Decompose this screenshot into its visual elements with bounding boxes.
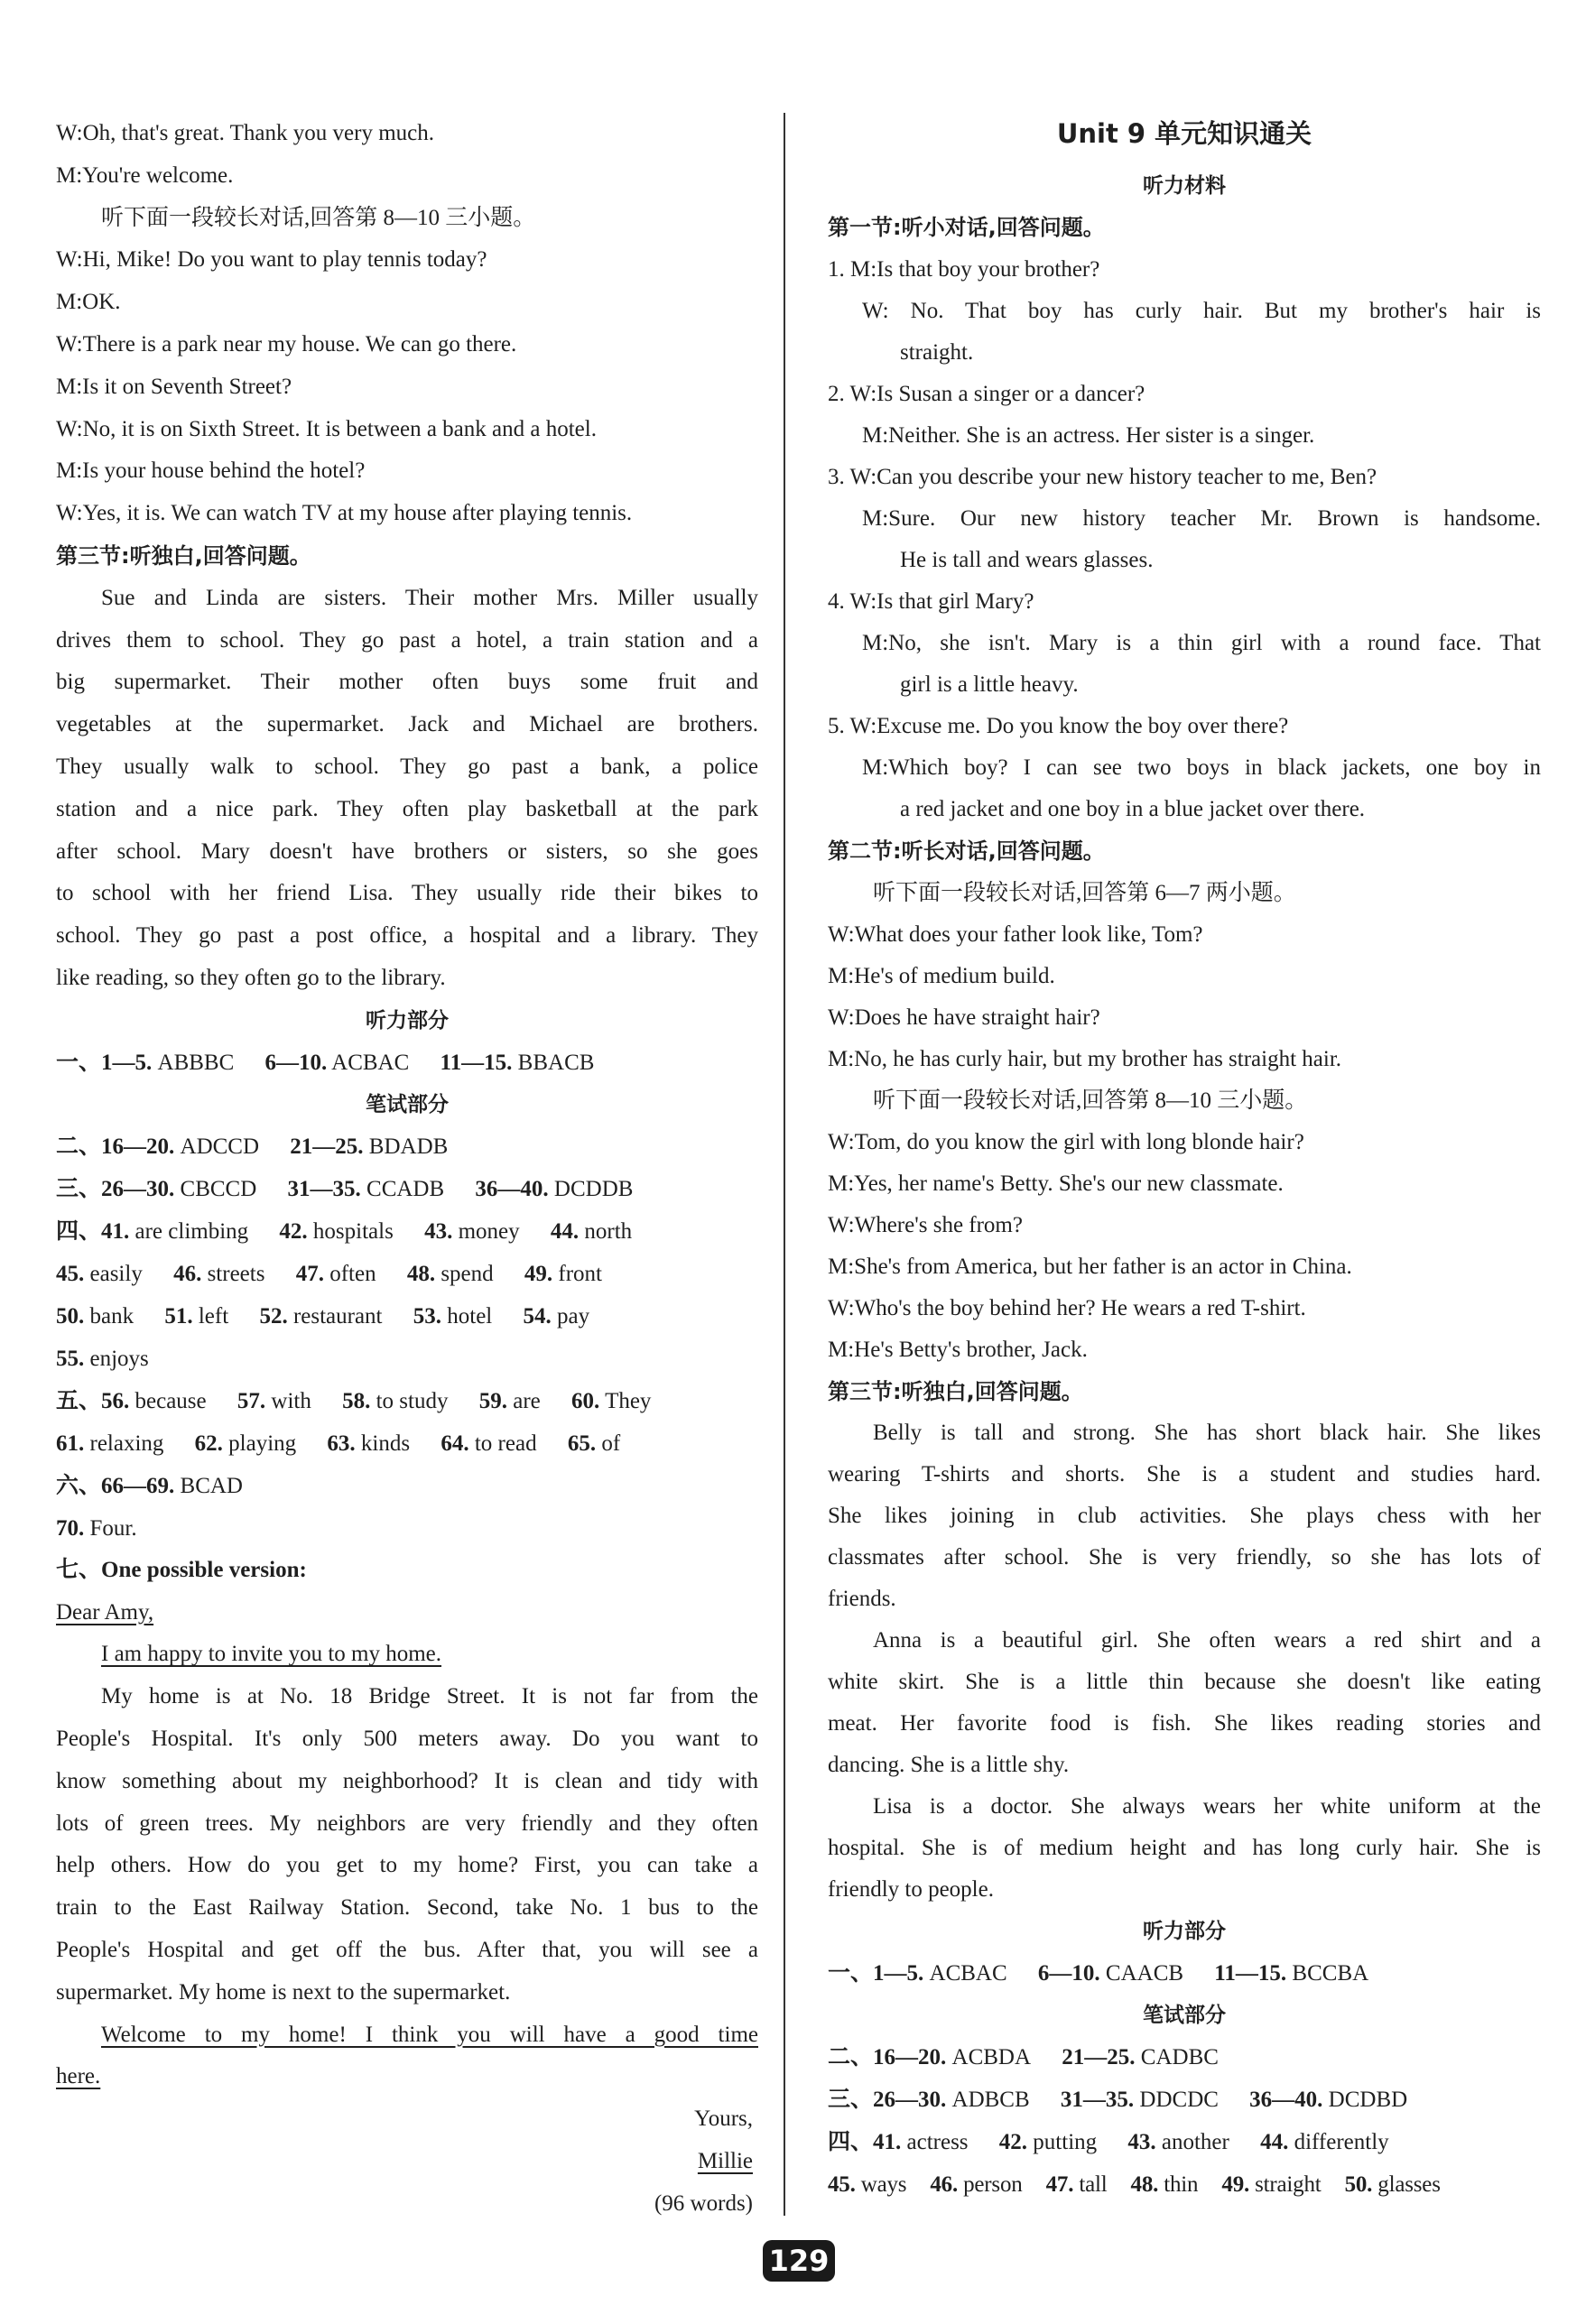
answer-label: 44. <box>550 1218 580 1244</box>
answer-row <box>828 2036 1541 2079</box>
answer-label: 44. <box>1260 2130 1289 2155</box>
dialog-6-7 <box>828 914 1541 1080</box>
answer-value: BCCBA <box>1292 1961 1369 1986</box>
answer-label: 45. <box>56 1261 85 1286</box>
dialog-line: 5. W:Excuse me. Do you know the boy over there? <box>828 713 1289 738</box>
answer-row <box>828 2163 1541 2206</box>
passage-line: Lisa is a doctor. She always wears her white uniform at the <box>873 1794 1541 1819</box>
dialog-line: M:He's of medium build. <box>828 963 1055 988</box>
answer-label: 51. <box>164 1303 193 1329</box>
answer-value: differently <box>1294 2130 1389 2155</box>
answer-label: 6—10. <box>264 1050 328 1075</box>
answer-value: CAACB <box>1105 1961 1184 1986</box>
passage-line: to school with her friend Lisa. They usually ride their bikes to <box>56 881 758 906</box>
dialog-line: M:She's from America, but her father is an actor in China. <box>828 1254 1352 1279</box>
passage-line: station and a nice park. They often play basketball at the park <box>56 796 758 821</box>
listening-header: 听力部分 <box>1143 1920 1226 1944</box>
answer-value: relaxing <box>89 1431 164 1456</box>
answer-row <box>56 1168 758 1210</box>
passage-line: after school. Mary doesn't have brothers or sisters, so she goes <box>56 838 758 864</box>
passage-line: Belly is tall and strong. She has short black hair. She likes <box>873 1421 1541 1446</box>
answer-value: hotel <box>447 1303 493 1329</box>
letter-last-line <box>56 2014 758 2057</box>
answer-label: 46. <box>930 2172 959 2198</box>
dialog-line: He is tall and wears glasses. <box>900 547 1154 572</box>
version-heading: 七、One possible version: <box>56 1557 307 1582</box>
dialog-line: 1. M:Is that boy your brother? <box>828 256 1100 282</box>
answer-value: DCDDB <box>553 1176 634 1201</box>
answer-label: 59. <box>478 1388 507 1413</box>
passage-line: like reading, so they often go to the library. <box>56 965 446 990</box>
answer-row <box>828 2121 1541 2163</box>
answer-label: 58. <box>342 1388 371 1413</box>
answer-label: 48. <box>406 1261 436 1286</box>
passage-line: She likes joining in club activities. She plays chess with her <box>828 1504 1541 1529</box>
dialog-line: M:Sure. Our new history teacher Mr. Brown is handsome. <box>862 505 1541 531</box>
written-header: 笔试部分 <box>1143 2004 1226 2028</box>
answer-value: to read <box>474 1431 537 1456</box>
word-count: (96 words) <box>654 2190 753 2216</box>
monologue-paragraph-2 <box>828 1620 1541 1786</box>
answer-value: left <box>198 1303 229 1329</box>
passage-line: white skirt. She is a little thin because she doesn't like eating <box>828 1670 1541 1695</box>
dialog-line: a red jacket and one boy in a blue jacket over there. <box>900 796 1366 821</box>
answer-value: pay <box>557 1303 590 1329</box>
passage-line: big supermarket. Their mother often buys some fruit and <box>56 670 758 695</box>
answer-value: often <box>329 1261 376 1286</box>
answer-row <box>56 1422 758 1465</box>
dialog-line: W:What does your father look like, Tom? <box>828 921 1203 947</box>
dialog-line: 4. W:Is that girl Mary? <box>828 588 1034 614</box>
answer-label: 二、16—20. <box>828 2045 947 2070</box>
answer-value: Four. <box>89 1515 137 1541</box>
answer-label: 49. <box>524 1261 553 1286</box>
dialog-line: M:He's Betty's brother, Jack. <box>828 1337 1088 1362</box>
dialog-line: straight. <box>900 339 974 365</box>
answer-label: 31—35. <box>1060 2088 1135 2113</box>
letter-line: People's Hospital. It's only 500 meters away. Do you want to <box>56 1726 758 1751</box>
answer-value: thin <box>1164 2172 1199 2198</box>
answer-value: ABBBC <box>157 1050 235 1075</box>
section-3-heading: 第三节:听独白,回答问题。 <box>828 1378 1083 1404</box>
letter-signature <box>56 2141 758 2183</box>
passage-line: school. They go past a post office, a hospital and a library. They <box>56 923 758 949</box>
answer-label: 50. <box>56 1303 85 1329</box>
answer-label: 64. <box>441 1431 469 1456</box>
answer-value: CCADB <box>366 1176 445 1201</box>
answer-label: 52. <box>259 1303 288 1329</box>
dialog-heading-6-7: 听下面一段较长对话,回答第 6—7 两小题。 <box>873 880 1296 905</box>
answer-row <box>828 2079 1541 2121</box>
passage-line: dancing. She is a little shy. <box>828 1753 1070 1778</box>
page-number: 129 <box>763 2240 835 2282</box>
answer-value: putting <box>1033 2130 1098 2155</box>
passage-line: wearing T-shirts and shorts. She is a student and studies hard. <box>828 1462 1541 1487</box>
answer-value: ACBAC <box>331 1050 410 1075</box>
answer-label: 45. <box>828 2172 856 2198</box>
answer-row <box>56 1380 758 1422</box>
answer-label: 43. <box>424 1218 453 1244</box>
answer-label: 47. <box>295 1261 324 1286</box>
section-2-heading: 第二节:听长对话,回答问题。 <box>828 838 1105 864</box>
answer-value: BCAD <box>180 1473 243 1498</box>
answer-label: 21—25. <box>1062 2045 1136 2070</box>
answer-label: 21—25. <box>290 1134 364 1159</box>
answer-label: 6—10. <box>1037 1961 1100 1986</box>
answer-value: streets <box>207 1261 265 1286</box>
answer-label: 50. <box>1344 2172 1373 2198</box>
answer-row <box>56 1338 758 1380</box>
left-column <box>56 113 758 2225</box>
question-3 <box>828 457 1541 581</box>
passage-line: Sue and Linda are sisters. Their mother Mrs. Miller usually <box>101 585 758 610</box>
answer-label: 47. <box>1045 2172 1074 2198</box>
answer-label: 49. <box>1221 2172 1250 2198</box>
answer-label: 31—35. <box>287 1176 361 1201</box>
answer-label: 四、41. <box>828 2130 902 2155</box>
answer-label: 70. <box>56 1515 85 1541</box>
answer-value: ACBDA <box>951 2045 1032 2070</box>
last-sentence-end: here. <box>56 2064 101 2089</box>
right-column <box>828 113 1541 2206</box>
dialog-line: W:Who's the boy behind her? He wears a red T-shirt. <box>828 1295 1306 1320</box>
answer-value: front <box>558 1261 603 1286</box>
letter-line: lots of green trees. My neighbors are very friendly and they often <box>56 1810 758 1836</box>
dialog-line: W:Tom, do you know the girl with long blonde hair? <box>828 1129 1304 1154</box>
answer-value: to study <box>376 1388 449 1413</box>
dialog-line: W:Does he have straight hair? <box>828 1005 1100 1030</box>
dialog-end-lines <box>56 113 758 198</box>
question-4 <box>828 581 1541 706</box>
salutation-text: Dear Amy, <box>56 1599 154 1625</box>
dialog-line: M:No, he has curly hair, but my brother has straight hair. <box>828 1046 1342 1071</box>
answer-row <box>56 1210 758 1253</box>
answer-label: 一、1—5. <box>828 1961 924 1986</box>
answer-value: because <box>134 1388 207 1413</box>
letter-line: supermarket. My home is next to the supermarket. <box>56 1979 511 2005</box>
answer-label: 54. <box>523 1303 552 1329</box>
dialog-line: M:Yes, her name's Betty. She's our new classmate. <box>828 1171 1284 1196</box>
answer-value: another <box>1161 2130 1229 2155</box>
answer-label: 62. <box>194 1431 223 1456</box>
last-sentence: Welcome to my home! I think you will have a good time <box>101 2022 758 2047</box>
dialog-line: M:No, she isn't. Mary is a thin girl with a round face. That <box>862 630 1541 655</box>
passage-line: friends. <box>828 1587 896 1612</box>
answer-row <box>56 1295 758 1338</box>
letter-line: People's Hospital and get off the bus. After that, you will see a <box>56 1937 758 1962</box>
dialog-line: W:Yes, it is. We can watch TV at my house after playing tennis. <box>56 501 633 526</box>
unit-title: Unit 9 单元知识通关 <box>1056 118 1312 149</box>
answer-label: 55. <box>56 1346 85 1371</box>
letter-last-line-end <box>56 2056 758 2098</box>
dialog-heading-8-10: 听下面一段较长对话,回答第 8—10 三小题。 <box>873 1088 1308 1113</box>
answer-label: 11—15. <box>440 1050 513 1075</box>
answer-label: 63. <box>327 1431 356 1456</box>
section-3-heading: 第三节:听独白,回答问题。 <box>56 542 311 569</box>
answer-value: BDADB <box>368 1134 449 1159</box>
answer-row <box>56 1125 758 1168</box>
letter-line: know something about my neighborhood? It is clean and tidy with <box>56 1768 758 1793</box>
answer-value: ADBCB <box>951 2088 1030 2113</box>
answer-value: restaurant <box>292 1303 383 1329</box>
dialog-line: M:Which boy? I can see two boys in black jackets, one boy in <box>862 755 1541 780</box>
dialog-line: girl is a little heavy. <box>900 671 1079 697</box>
answer-label: 43. <box>1127 2130 1156 2155</box>
answer-label: 三、26—30. <box>828 2088 947 2113</box>
dialog-line: M:Is your house behind the hotel? <box>56 458 366 484</box>
answer-value: actress <box>906 2130 969 2155</box>
answer-value: person <box>963 2172 1023 2198</box>
answer-row <box>56 1042 758 1084</box>
passage-line: Anna is a beautiful girl. She often wears a red shirt and a <box>873 1628 1541 1653</box>
letter-salutation <box>56 1592 758 1634</box>
answer-row <box>56 1507 758 1550</box>
passage-line: friendly to people. <box>828 1877 994 1903</box>
answer-label: 六、66—69. <box>56 1473 175 1498</box>
question-1 <box>828 249 1541 374</box>
passage-line: classmates after school. She is very friendly, so she has lots of <box>828 1545 1541 1570</box>
answer-value: CADBC <box>1140 2045 1219 2070</box>
answer-label: 53. <box>413 1303 441 1329</box>
answer-value: ways <box>860 2172 907 2198</box>
answer-value: north <box>584 1218 633 1244</box>
passage-line: They usually walk to school. They go past a bank, a police <box>56 754 758 779</box>
dialog-8-10 <box>828 1122 1541 1371</box>
answer-label: 61. <box>56 1431 85 1456</box>
passage-line: meat. Her favorite food is fish. She likes reading stories and <box>828 1711 1541 1736</box>
answer-label: 42. <box>279 1218 308 1244</box>
answer-value: ACBAC <box>929 1961 1007 1986</box>
written-header: 笔试部分 <box>366 1092 449 1116</box>
answer-label: 42. <box>998 2130 1028 2155</box>
answer-label: 五、56. <box>56 1388 130 1413</box>
answer-value: are <box>513 1388 541 1413</box>
dialog-line: 2. W:Is Susan a singer or a dancer? <box>828 381 1145 406</box>
dialog-line: M:Neither. She is an actress. Her sister is a singer. <box>862 422 1315 448</box>
answer-value: kinds <box>360 1431 411 1456</box>
answer-value: They <box>605 1388 652 1413</box>
passage-line: drives them to school. They go past a hotel, a train station and a <box>56 627 758 653</box>
answer-value: DDCDC <box>1139 2088 1219 2113</box>
answer-value: easily <box>89 1261 143 1286</box>
answer-value: CBCCD <box>180 1176 257 1201</box>
answer-value: BBACB <box>517 1050 595 1075</box>
answer-label: 11—15. <box>1214 1961 1287 1986</box>
answer-row <box>828 1952 1541 1995</box>
dialog-heading-8-10: 听下面一段较长对话,回答第 8—10 三小题。 <box>101 205 536 230</box>
column-divider <box>784 113 785 2216</box>
answer-value: bank <box>89 1303 134 1329</box>
monologue-paragraph-3 <box>828 1786 1541 1911</box>
dialog-line: M:OK. <box>56 290 121 315</box>
answer-label: 四、41. <box>56 1218 130 1244</box>
question-5 <box>828 706 1541 830</box>
answer-label: 46. <box>173 1261 202 1286</box>
answer-label: 65. <box>567 1431 597 1456</box>
dialog-line: W:Oh, that's great. Thank you very much. <box>56 121 434 145</box>
dialog-line: W:Hi, Mike! Do you want to play tennis today? <box>56 247 487 273</box>
letter-closing: Yours, <box>694 2106 753 2132</box>
answer-row <box>56 1253 758 1295</box>
signature-text: Millie <box>697 2148 753 2173</box>
listening-header: 听力部分 <box>366 1008 449 1032</box>
answer-label: 36—40. <box>475 1176 549 1201</box>
answer-value: hospitals <box>312 1218 394 1244</box>
dialog-8-10 <box>56 239 758 535</box>
first-sentence: I am happy to invite you to my home. <box>101 1642 442 1667</box>
answer-label: 48. <box>1130 2172 1159 2198</box>
answer-label: 一、1—5. <box>56 1050 153 1075</box>
answer-label: 二、16—20. <box>56 1134 175 1159</box>
dialog-line: W:There is a park near my house. We can go there. <box>56 331 517 356</box>
answer-label: 60. <box>571 1388 600 1413</box>
answer-value: playing <box>228 1431 297 1456</box>
dialog-line: 3. W:Can you describe your new history teacher to me, Ben? <box>828 464 1377 489</box>
answer-label: 三、26—30. <box>56 1176 175 1201</box>
answer-value: ADCCD <box>180 1134 260 1159</box>
materials-header: 听力材料 <box>1143 174 1226 198</box>
answer-value: are climbing <box>134 1218 249 1244</box>
answer-row <box>56 1465 758 1507</box>
passage-line: hospital. She is of medium height and has long curly hair. She is <box>828 1836 1541 1861</box>
answer-value: straight <box>1255 2172 1322 2198</box>
answer-value: tall <box>1079 2172 1108 2198</box>
letter-line: help others. How do you get to my home? First, you can take a <box>56 1853 758 1878</box>
letter-first-line <box>56 1634 758 1676</box>
dialog-line: W:Where's she from? <box>828 1212 1023 1237</box>
dialog-line: W: No. That boy has curly hair. But my brother's hair is <box>862 298 1541 323</box>
letter-line: train to the East Railway Station. Second, take No. 1 bus to the <box>56 1895 758 1921</box>
monologue-paragraph-1 <box>828 1412 1541 1620</box>
answer-label: 36—40. <box>1249 2088 1323 2113</box>
answer-value: glasses <box>1377 2172 1441 2198</box>
letter-body <box>56 1676 758 2014</box>
question-2 <box>828 374 1541 457</box>
answer-value: DCDBD <box>1328 2088 1408 2113</box>
letter-line: My home is at No. 18 Bridge Street. It is not far from the <box>101 1684 758 1709</box>
answer-label: 57. <box>237 1388 266 1413</box>
monologue-passage <box>56 578 758 1000</box>
answer-value: enjoys <box>89 1346 149 1371</box>
passage-line: vegetables at the supermarket. Jack and Michael are brothers. <box>56 712 758 737</box>
dialog-line: W:No, it is on Sixth Street. It is between a bank and a hotel. <box>56 416 597 441</box>
dialog-line: M:You're welcome. <box>56 162 234 188</box>
answer-value: of <box>601 1431 621 1456</box>
dialog-line: M:Is it on Seventh Street? <box>56 374 292 399</box>
section-1-heading: 第一节:听小对话,回答问题。 <box>828 215 1105 240</box>
answer-value: spend <box>441 1261 494 1286</box>
answer-value: with <box>271 1388 311 1413</box>
answer-value: money <box>458 1218 520 1244</box>
